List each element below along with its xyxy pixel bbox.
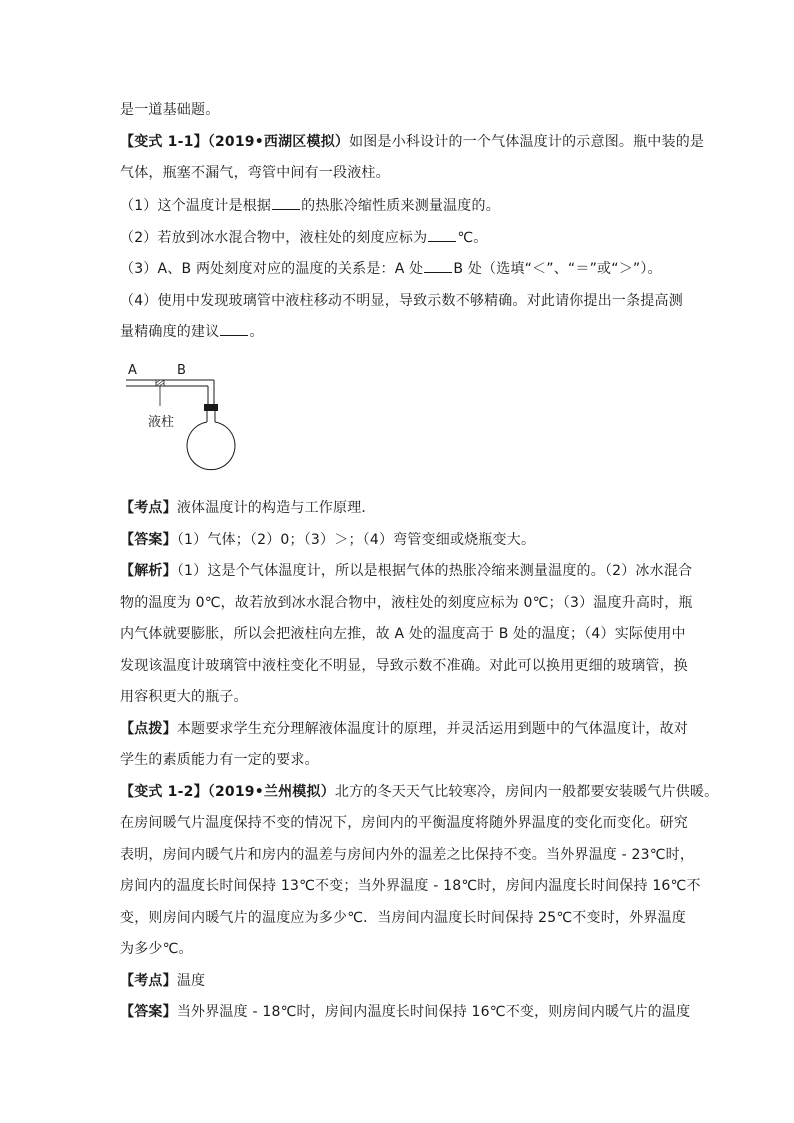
question-line bbox=[120, 876, 701, 896]
sub-question-4-cont bbox=[120, 322, 680, 342]
intro-text: 是一道基础题。 bbox=[120, 102, 220, 118]
question-line bbox=[120, 908, 686, 928]
section-tag: 【答案】 bbox=[120, 1004, 177, 1020]
question-text: 北方的冬天天气比较寒冷，房间内一般都要安装暖气片供暖。 bbox=[334, 784, 719, 800]
gas-thermometer-figure bbox=[120, 352, 260, 482]
section-text: （1）这是个气体温度计，所以是根据气体的热胀冷缩来测量温度的。（2）冰水混合 bbox=[176, 563, 693, 579]
thermometer-diagram bbox=[120, 352, 260, 482]
section-text: 发现该温度计玻璃管中液柱变化不明显，导致示数不准确。对此可以换用更细的玻璃管，换 bbox=[120, 658, 688, 674]
intro-line bbox=[120, 100, 680, 120]
question-text: 在房间暖气片温度保持不变的情况下，房间内的平衡温度将随外界温度的变化而变化。研究 bbox=[120, 815, 688, 831]
section-text: 内气体就要膨胀，所以会把液柱向左推，故 A 处的温度高于 B 处的温度；（4）实际使用中 bbox=[120, 626, 686, 642]
question-text: 气体，瓶塞不漏气，弯管中间有一段液柱。 bbox=[120, 165, 390, 181]
section-text: 当外界温度 - 18℃时，房间内温度长时间保持 16℃不变，则房间内暖气片的温度 bbox=[176, 1004, 691, 1020]
section-text: （1）气体；（2）0；（3）＞；（4）弯管变细或烧瓶变大。 bbox=[176, 532, 536, 548]
variant-tag: 【变式 1-2】 bbox=[120, 784, 208, 800]
question-text: 为多少℃。 bbox=[120, 941, 193, 957]
label-b: B bbox=[177, 363, 186, 378]
explanation-line bbox=[120, 624, 686, 644]
analysis-point bbox=[120, 498, 680, 518]
question-text: 量精确度的建议 bbox=[120, 324, 220, 340]
section-text: 本题要求学生充分理解液体温度计的原理，并灵活运用到题中的气体温度计，故对 bbox=[176, 721, 689, 737]
section-text: 液体温度计的构造与工作原理． bbox=[176, 500, 376, 516]
question-text: 表明，房间内暖气片和房内的温差与房间内外的温差之比保持不变。当外界温度 - 23℃时， bbox=[120, 847, 695, 863]
question-text: 变，则房间内暖气片的温度应为多少℃．当房间内温度长时间保持 25℃不变时，外界温度 bbox=[120, 910, 686, 926]
section-text: 物的温度为 0℃，故若放到冰水混合物中，液柱处的刻度应标为 0℃；（3）温度升高时，瓶 bbox=[120, 595, 693, 611]
section-text: 学生的素质能力有一定的要求。 bbox=[120, 752, 319, 768]
explanation-line bbox=[120, 593, 693, 613]
question-line bbox=[120, 939, 680, 959]
stopper bbox=[204, 404, 218, 411]
variant-1-1-heading bbox=[120, 132, 705, 152]
tip-line bbox=[120, 719, 689, 739]
variant-source: （2019•兰州模拟） bbox=[207, 784, 335, 800]
answer-blank bbox=[220, 323, 248, 336]
question-text: （2）若放到冰水混合物中，液柱处的刻度应标为 bbox=[120, 230, 428, 246]
answer-line bbox=[120, 1002, 691, 1022]
question-text: （1）这个温度计是根据 bbox=[120, 198, 272, 214]
tip-line bbox=[120, 750, 680, 770]
sub-question-3 bbox=[120, 259, 680, 279]
question-line bbox=[120, 845, 695, 865]
question-text: 如图是小科设计的一个气体温度计的示意图。瓶中装的是 bbox=[349, 134, 705, 150]
answer-blank bbox=[272, 197, 300, 210]
question-text: 。 bbox=[249, 324, 264, 340]
section-tag: 【解析】 bbox=[120, 563, 177, 579]
question-text: （3）A、B 两处刻度对应的温度的关系是：A 处 bbox=[120, 261, 424, 277]
variant-source: （2019•西湖区模拟） bbox=[207, 134, 350, 150]
section-tag: 【答案】 bbox=[120, 532, 177, 548]
explanation-line bbox=[120, 687, 680, 707]
question-text: B 处（选填“＜”、“＝”或“＞”）。 bbox=[453, 261, 662, 277]
explanation-line bbox=[120, 561, 693, 581]
label-liquid-column: 液柱 bbox=[148, 415, 175, 430]
sub-question-1 bbox=[120, 196, 680, 216]
sub-question-2 bbox=[120, 228, 680, 248]
question-text: ℃。 bbox=[457, 230, 488, 246]
question-text: 房间内的温度长时间保持 13℃不变；当外界温度 - 18℃时，房间内温度长时间保持 16℃不 bbox=[120, 878, 701, 894]
explanation-line bbox=[120, 656, 688, 676]
flask-bulb bbox=[187, 422, 235, 470]
sub-question-4 bbox=[120, 291, 683, 311]
question-line bbox=[120, 813, 688, 833]
analysis-point bbox=[120, 971, 680, 991]
section-text: 温度 bbox=[176, 973, 206, 989]
answer-blank bbox=[424, 260, 452, 273]
section-tag: 【考点】 bbox=[120, 973, 177, 989]
answer-line bbox=[120, 530, 680, 550]
section-text: 用容积更大的瓶子。 bbox=[120, 689, 248, 705]
section-tag: 【考点】 bbox=[120, 500, 177, 516]
variant-tag: 【变式 1-1】 bbox=[120, 134, 208, 150]
answer-blank bbox=[428, 229, 456, 242]
question-line bbox=[120, 163, 680, 183]
variant-1-2-heading bbox=[120, 782, 719, 802]
question-text: 的热胀冷缩性质来测量温度的。 bbox=[301, 198, 500, 214]
section-tag: 【点拨】 bbox=[120, 721, 177, 737]
label-a: A bbox=[128, 363, 137, 378]
question-text: （4）使用中发现玻璃管中液柱移动不明显，导致示数不够精确。对此请你提出一条提高测 bbox=[120, 293, 683, 309]
